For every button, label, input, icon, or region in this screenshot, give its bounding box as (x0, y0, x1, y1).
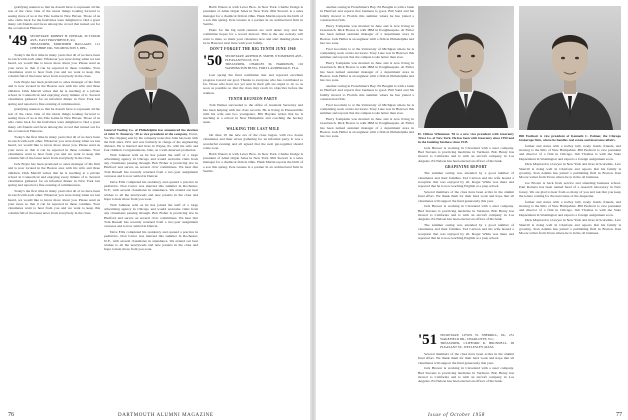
body-paragraph: Joe Brown is back from service and attending business school. Paul Roberts has been named head of a research laboratory in New Jersey. We are glad to hear from so many of you and ask that you keep the letters coming for the next issue of the magazine. (519, 181, 621, 198)
body-paragraph: Today's the first time in many years that all of us have been in touch with each other. Whatever you were doing when we last heard, we would like to know more about you. Please send us your news so that it can be reported in these columns. Your classmates want to hear from you and we want to keep this column full of the latest news from everybody in the class. (8, 134, 100, 161)
class-49-treasurer: TREASURER, MORTIMER BALLAGH, 121 CHESHIRE DR., WILMINGTON 3, DEL. (30, 41, 100, 50)
class-51-block (418, 330, 514, 406)
right-page-number: 77 (616, 412, 622, 418)
class-49-number: '49 (8, 32, 28, 49)
portrait-image (104, 6, 198, 124)
class-51-number: '51 (418, 332, 438, 348)
grapevine-report-subhead: GRAPEVINE REPORT (444, 164, 488, 169)
right-footer: Issue of October 1958 (428, 413, 485, 418)
body-paragraph: farmer and states with a trolley bell, ready brush, friends, and moving to the hills of New Hampshire. Bill Endicott is vice president and director of a firm in Chicago. Jim Thomas is with the State Department in Washington and expects a foreign assignment soon. (519, 199, 621, 217)
left-column-2 (104, 128, 198, 406)
body-paragraph: Several members of the class have been active in the alumni fund effort. We thank them for their hard work and hope that all classmates will support the fund generously this year. (418, 189, 514, 203)
body-paragraph: Harry Tompkins was married in June and is now living in Greenwich. Dick Bowes is with IBM in Poughkeepsie. Al Fuller has been named assistant manager of a department store in Boston. Jack Heller is an engineer with a firm in Philadelphia and has two sons. (320, 61, 414, 83)
body-paragraph: farmer and states with a trolley bell, ready brush, friends, and moving to the hills of New Hampshire. Bill Endicott is vice president and director of a firm in Chicago. Jim Thomas is with the State Department in Washington and expects a foreign assignment soon. (519, 143, 621, 161)
class-51-header (418, 333, 514, 349)
class-49-secretary: SECRETARY, ROBERT H. DITMAR, 30 TUDOR AVE., EAST PROVIDENCE, R.I. (30, 33, 100, 42)
body-paragraph: Today's the first time in many years that all of us have been in touch with each other. Whatever you were doing when we last heard, we would like to know more about you. Please send us your news so that it can be reported in these columns. Your classmates want to hear from you and we want to keep this column full of the latest news from everybody in the class. (8, 52, 100, 79)
class-51-treasurer: TREASURER, CLIFFORD R. BRUNNELL, 99 PLEASANT ST., WELLESLEY, MASS. (440, 341, 514, 349)
body-paragraph: On June 10 the new era of the class began, with two dozen classmates and their wives gathering for an informal party. It was a wonderful evening and all agreed that the next get-together should come soon. (203, 133, 303, 150)
right-column-3 (519, 134, 621, 406)
photo-caption-endicott: Bill Endicott is vice president of Kenneth C. Palmer, the Chicago brokerage firm, where he handles real estate and insurance affairs. (519, 134, 621, 143)
class-49-header (8, 34, 100, 50)
body-paragraph: Jack Brewer is working in Cleveland with a steel company. Bud Stevens is practicing medicine in Vermont. Bob Henry has moved to California and is with an aircraft company in Los Angeles. Ed Nelson has been elected an officer of his bank. (418, 204, 514, 222)
class-51-secretary: SECRETARY, LEWIS W. SHERRILL, JR., 251 WAKEFIELD DR., CHARLOTTE, N.C. (440, 333, 514, 341)
body-paragraph: Dave Ellis completed his residency and opened a practice in pediatrics. Don Carter was married this summer in Rochester, N.Y., with several classmates in attendance. We extend our best wishes to all the newlyweds and new parents in the class and hope to hear more from you soon. (104, 230, 198, 252)
body-paragraph: The summer outing was attended by a good number of classmates and their families. Ted Carlson and his wife hosted a reception that was enjoyed by all. Roger Wilde was there and reported that he is now teaching English at a prep school. (418, 171, 514, 189)
body-paragraph: gratifying reunion so that he doesn't have to represent all the rest of the class. One of the nicest things looking forward to seeing more of us at the Yale Game in New Haven. Those of us who came back for the festivities were delighted to find a great many old friends and faces among the crowd that turned out for the occasion in Hanover. (8, 5, 100, 31)
reunion-subhead: DON'T FORGET THE BIG TENTH JUNE 1960 (210, 47, 296, 52)
portrait-image (418, 6, 514, 128)
body-paragraph: Harry Tompkins was married in June and is now living in Greenwich. Dick Bowes is with IBM in Poughkeepsie. Al Fuller has been named assistant manager of a department store in Boston. Jack Heller is an engineer with a firm in Philadelphia and has two sons. (320, 23, 414, 45)
left-footer: DARTMOUTH ALUMNI MAGAZINE (118, 413, 214, 418)
left-column-3 (203, 5, 303, 406)
body-paragraph: Dick Maynard is a lawyer in New York and lives in Scarsdale. Lew Sherrill is doing well in Charlotte and reports that his family is growing. Stan Adams has joined a publishing firm in Boston. Ken Moore writes from Texas where he is in the oil business. (519, 218, 621, 236)
body-paragraph: Walt Johnson tells us he has joined the staff of a large advertising agency in Chicago and would welcome visits from any classmates passing through. Bob Fisher is practicing law in Hartford and serves on several civic committees. We hear that Tom Russell has recently returned from a two-year assignment overseas and is now settled in Denver. (104, 202, 198, 229)
body-paragraph: Jack Brewer is working in Cleveland with a steel company. Bud Stevens is practicing medicine in Vermont. Bob Henry has moved to California and is with an aircraft company in Los Angeles. Ed Nelson has been elected an officer of his bank. (418, 145, 514, 163)
body-paragraph: Plans for the big tenth reunion are well under way and the committee hopes for a record turnout. This is the one nobody will want to miss, so mark your calendars now and start making plans to be in Hanover next June with your family. (203, 27, 303, 45)
body-paragraph: Jack Boyle has been promoted to sales manager of his firm and is now located in the Boston area with his wife and three children. Dick Merrill writes that he is teaching at a private school in Connecticut and enjoying every minute of it. Several classmates gathered for an informal dinner in New York last spring and reported a fine evening of reminiscence. (8, 80, 100, 106)
body-paragraph: Harry Tompkins was married in June and is now living in Greenwich. Dick Bowes is with IBM in Poughkeepsie. Al Fuller has been named assistant manager of a department store in Boston. Jack Heller is an engineer with a firm in Philadelphia and has two sons. (320, 117, 414, 139)
body-paragraph: another outing in Frenchman's Bay. Ed Baughn is with a bank in Hartford and reports that business is good. Bill Sand and his family moved to Florida this summer where he has joined a construction firm. (320, 5, 414, 22)
walking-last-mile-subhead: WALKING THE LAST MILE (226, 126, 280, 131)
right-column-1 (320, 5, 414, 406)
class-50-secretary: SECRETARY, ARTHUR B. SMITH, 8 TOMPKINS AVE., PLEASANTVILLE, N.Y. (225, 54, 303, 63)
portrait-photo-pomeroy (104, 6, 198, 124)
body-paragraph: Jack Brewer is working in Cleveland with a steel company. Bud Stevens is practicing medicine in Vermont. Bob Henry has moved to California and is with an aircraft company in Los Angeles. Ed Nelson has been elected an officer of his bank. (418, 366, 514, 384)
body-paragraph: The summer outing was attended by a good number of classmates and their families. Ted Carlson and his wife hosted a reception that was enjoyed by all. Roger Wilde was there and reported that he is now teaching English at a prep school. (418, 223, 514, 240)
body-paragraph: Walt Johnson tells us he has joined the staff of a large advertising agency in Chicago and would welcome visits from any classmates passing through. Bob Fisher is practicing law in Hartford and serves on several civic committees. We hear that Tom Russell has recently returned from a two-year assignment overseas and is now settled in Denver. (104, 152, 198, 179)
body-paragraph: Jack Boyle has been promoted to sales manager of his firm and is now located in the Boston area with his wife and three children. Dick Merrill writes that he is teaching at a private school in Connecticut and enjoying every minute of it. Several classmates gathered for an informal dinner in New York last spring and reported a fine evening of reminiscence. (8, 161, 100, 188)
tenth-reunion-party-subhead: TENTH REUNION PARTY (228, 96, 278, 101)
portrait-photo-whiteman (418, 6, 514, 128)
body-paragraph: another outing in Frenchman's Bay. Ed Baughn is with a bank in Hartford and reports that business is good. Bill Sand and his family moved to Florida this summer where he has joined a construction firm. (320, 84, 414, 101)
left-page-number: 76 (8, 412, 14, 418)
body-paragraph: Last spring the fund committee met and reported excellent progress toward our goal. Thanks to everyone who has contributed so far. Those who have not yet sent in their gift are urged to do so as soon as possible so that the class may reach its objective before the reunion. (203, 73, 303, 95)
left-column-1 (8, 5, 100, 406)
body-paragraph: Bobb Waters is with Lever Bros. in New York. Charlie Dodge is president of Allen Organ Sales in New York. Phil Stewart is a sales manager for a chemical firm in Ohio. Hank Martin reports the birth of a son this spring. Pete Greene is a partner in an architectural firm in Seattle. (203, 5, 303, 27)
photo-caption-whiteman: H. Clifton Whiteman '50 is a new vice president with Guaranty Trust Co. of New York. He has been with Guaranty since 1950 and in the banking business since 1945. (418, 132, 514, 145)
portrait-image (519, 6, 621, 130)
body-paragraph: Today's the first time in many years that all of us have been in touch with each other. Whatever you were doing when we last heard, we would like to know more about you. Please send us your news so that it can be reported in these columns. Your classmates want to hear from you and we want to keep this column full of the latest news from everybody in the class. (8, 189, 100, 215)
class-50-header (203, 54, 303, 70)
body-paragraph: Dave Ellis completed his residency and opened a practice in pediatrics. Don Carter was married this summer in Rochester, N.Y., with several classmates in attendance. We extend our best wishes to all the newlyweds and new parents in the class and hope to hear more from you soon. (104, 179, 198, 202)
body-paragraph: Fred Goodwin is at the University of Michigan where he is completing work on his doctorate. Tony Lane was in Hanover this summer and reports that the campus looks better than ever. (320, 102, 414, 116)
body-paragraph: Fred Goodwin is at the University of Michigan where he is completing work on his doctorate. Tony Lane was in Hanover this summer and reports that the campus looks better than ever. (320, 46, 414, 60)
portrait-photo-endicott (519, 6, 621, 130)
photo-caption-pomeroy: General Tooling Co. of Philadelphia has announced the election of John N. Pomeroy '49 as vice president of the company. (104, 128, 198, 137)
class-50-treasurer: TREASURER, CHARLES M. HARRISON, 116 WASHINGTON BLVD., FORT LAUDERDALE, FLA. (225, 62, 303, 71)
body-paragraph: gratifying reunion so that he doesn't have to represent all the rest of the class. One of the nicest things looking forward to seeing more of us at the Yale Game in New Haven. Those of us who came back for the festivities were delighted to find a great many old friends and faces among the crowd that turned out for the occasion in Hanover. (8, 107, 100, 133)
body-paragraph: Several members of the class have been active in the alumni fund effort. We thank them for their hard work and hope that all classmates will support the fund generously this year. (418, 352, 514, 365)
body-paragraph: Bobb Waters is with Lever Bros. in New York. Charlie Dodge is president of Allen Organ Sales in New York. Phil Stewart is a sales manager for a chemical firm in Ohio. Hank Martin reports the birth of a son this spring. Pete Greene is a partner in an architectural firm in Seattle. (203, 151, 303, 173)
class-50-number: '50 (203, 53, 223, 70)
body-paragraph: Dick Maynard is a lawyer in New York and lives in Scarsdale. Lew Sherrill is doing well in Charlotte and reports that his family is growing. Stan Adams has joined a publishing firm in Boston. Ken Moore writes from Texas where he is in the oil business. (519, 162, 621, 180)
body-paragraph: Ewart, Va. The clipping sent by the company notes that John has been with the firm since 1951 and was formerly in charge of the engineering division. He is married and lives in Wayne, Pa. with his wife and four children. Congratulations, John, on a well-deserved promotion. (104, 132, 198, 153)
left-page (0, 0, 310, 420)
right-page (316, 0, 628, 420)
body-paragraph: Tom Weiner succeeded to the office of Assistant Secretary and has been helping with the class records. He is living in Pleasantville with his wife and two youngsters. Bill Hayden writes that he is teaching at a school in New Hampshire and coaching the hockey team. (203, 103, 303, 125)
